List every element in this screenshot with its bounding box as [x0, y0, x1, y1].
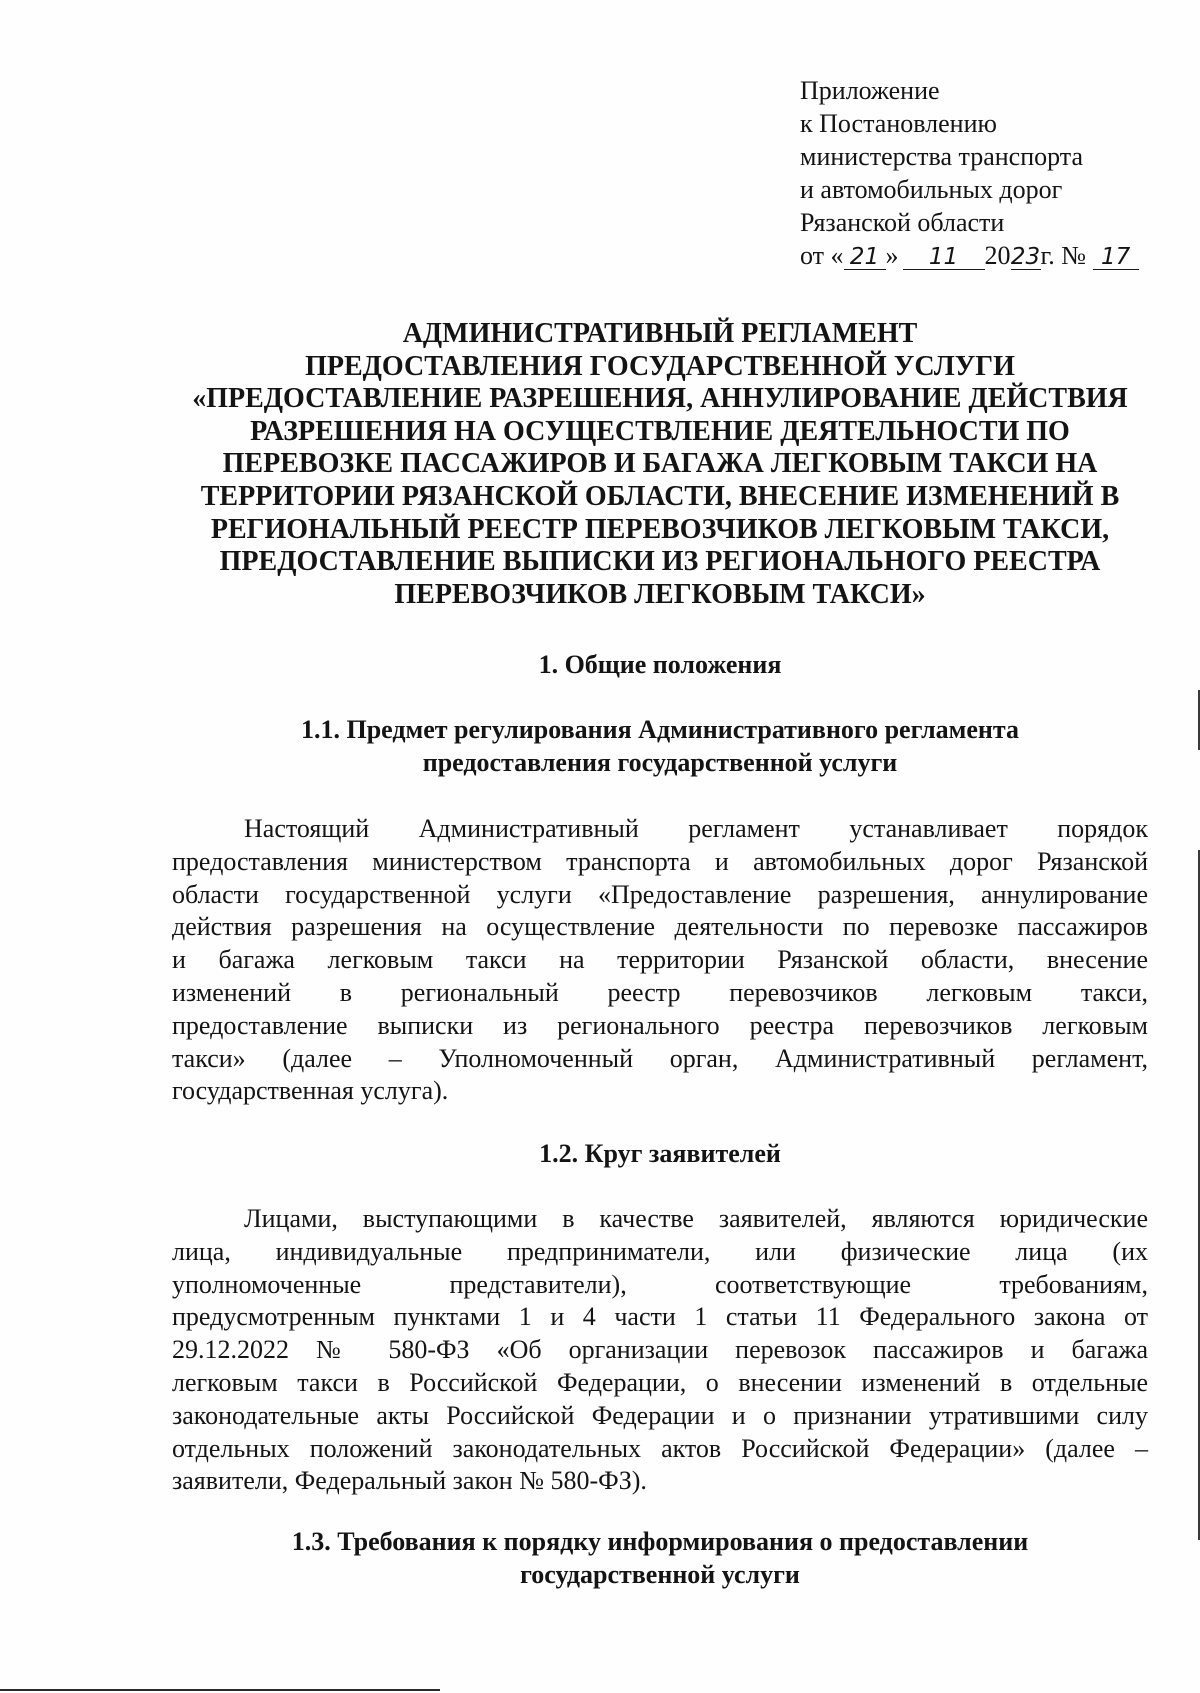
section-1-2-paragraph — [172, 1203, 1148, 1498]
paragraph-line: предоставление выписки из регионального реестра перевозчиков легковым — [172, 1010, 1148, 1040]
appendix-block — [800, 74, 1139, 272]
section-1-2-heading — [160, 1137, 1160, 1170]
paragraph-line: отдельных положений законодательных актов Российской Федерации» (далее – — [172, 1433, 1148, 1463]
section-1-3-heading — [160, 1525, 1160, 1591]
title-line: РЕГИОНАЛЬНЫЙ РЕЕСТР ПЕРЕВОЗЧИКОВ ЛЕГКОВЫМ ТАКСИ, — [210, 513, 1110, 545]
paragraph-line: 29.12.2022 № 580-ФЗ «Об организации перевозок пассажиров и багажа — [172, 1335, 1148, 1365]
paragraph-line: законодательные акты Российской Федерации и о признании утратившими силу — [172, 1400, 1148, 1430]
title-line: ПРЕДОСТАВЛЕНИЯ ГОСУДАРСТВЕННОЙ УСЛУГИ — [305, 350, 1015, 382]
handwritten-day: 21 — [844, 245, 886, 270]
section-1-heading — [160, 648, 1160, 681]
document-title — [160, 318, 1160, 611]
appendix-line: Приложение — [800, 76, 940, 105]
appendix-line: и автомобильных дорог — [800, 175, 1063, 204]
paragraph-line: и багажа легковым такси на территории Рязанской области, внесение — [172, 945, 1148, 975]
scan-bottom-mark — [0, 1689, 440, 1691]
appendix-date-line — [800, 239, 1139, 272]
section-1-1-heading — [160, 713, 1160, 779]
paragraph-line: такси» (далее – Уполномоченный орган, Административный регламент, — [172, 1043, 1148, 1073]
title-line: РАЗРЕШЕНИЯ НА ОСУЩЕСТВЛЕНИЕ ДЕЯТЕЛЬНОСТИ ПО — [250, 415, 1070, 447]
heading-text: 1. Общие положения — [538, 650, 782, 679]
title-line: ПЕРЕВОЗЧИКОВ ЛЕГКОВЫМ ТАКСИ» — [394, 578, 926, 610]
date-day-close: » — [885, 241, 899, 270]
heading-text: 1.1. Предмет регулирования Административного регламента — [301, 715, 1019, 744]
paragraph-line: действия разрешения на осуществление деятельности по перевозке пассажиров — [172, 912, 1148, 942]
paragraph-line: государственная услуга). — [172, 1076, 449, 1106]
paragraph-line: заявители, Федеральный закон № 580-ФЗ). — [172, 1466, 647, 1496]
title-line: «ПРЕДОСТАВЛЕНИЕ РАЗРЕШЕНИЯ, АННУЛИРОВАНИЕ ДЕЙСТВИЯ — [192, 383, 1128, 415]
date-year-prefix: 20 — [984, 241, 1011, 270]
date-prefix: от « — [800, 241, 844, 270]
paragraph-line: предоставления министерством транспорта и автомобильных дорог Рязанской — [172, 846, 1148, 876]
paragraph-line: изменений в региональный реестр перевозчиков легковым такси, — [172, 977, 1148, 1007]
date-year-end: г. № — [1040, 241, 1087, 270]
heading-text: 1.3. Требования к порядку информирования о предоставлении — [291, 1527, 1029, 1556]
appendix-line: министерства транспорта — [800, 142, 1083, 171]
title-line: ТЕРРИТОРИИ РЯЗАНСКОЙ ОБЛАСТИ, ВНЕСЕНИЕ ИЗМЕНЕНИЙ В — [200, 480, 1120, 512]
heading-text: предоставления государственной услуги — [422, 748, 898, 777]
title-line: АДМИНИСТРАТИВНЫЙ РЕГЛАМЕНТ — [402, 318, 918, 349]
title-line: ПЕРЕВОЗКЕ ПАССАЖИРОВ И БАГАЖА ЛЕГКОВЫМ ТАКСИ НА — [222, 448, 1098, 480]
paragraph-line: уполномоченные представители), соответствующие требованиям, — [172, 1269, 1148, 1299]
handwritten-year: 23 — [1010, 244, 1041, 270]
paragraph-line: легковым такси в Российской Федерации, о внесении изменений в отдельные — [172, 1367, 1148, 1397]
paragraph-line: Лицами, выступающими в качестве заявителей, являются юридические — [244, 1204, 1148, 1233]
section-1-1-paragraph — [172, 813, 1148, 1108]
handwritten-month: 11 — [903, 245, 985, 270]
heading-text: 1.2. Круг заявителей — [539, 1139, 781, 1168]
heading-text: государственной услуги — [520, 1560, 800, 1589]
title-line: ПРЕДОСТАВЛЕНИЕ ВЫПИСКИ ИЗ РЕГИОНАЛЬНОГО РЕЕСТРА — [219, 546, 1101, 578]
appendix-line: Рязанской области — [800, 208, 1005, 237]
handwritten-doc-number: 17 — [1093, 245, 1139, 270]
paragraph-line: предусмотренным пунктами 1 и 4 части 1 статьи 11 Федерального закона от — [172, 1302, 1148, 1332]
paragraph-line: Настоящий Административный регламент устанавливает порядок — [244, 814, 1148, 843]
appendix-line: к Постановлению — [800, 109, 997, 138]
paragraph-line: области государственной услуги «Предоставление разрешения, аннулирование — [172, 879, 1148, 909]
paragraph-line: лица, индивидуальные предприниматели, или физические лица (их — [172, 1236, 1148, 1266]
